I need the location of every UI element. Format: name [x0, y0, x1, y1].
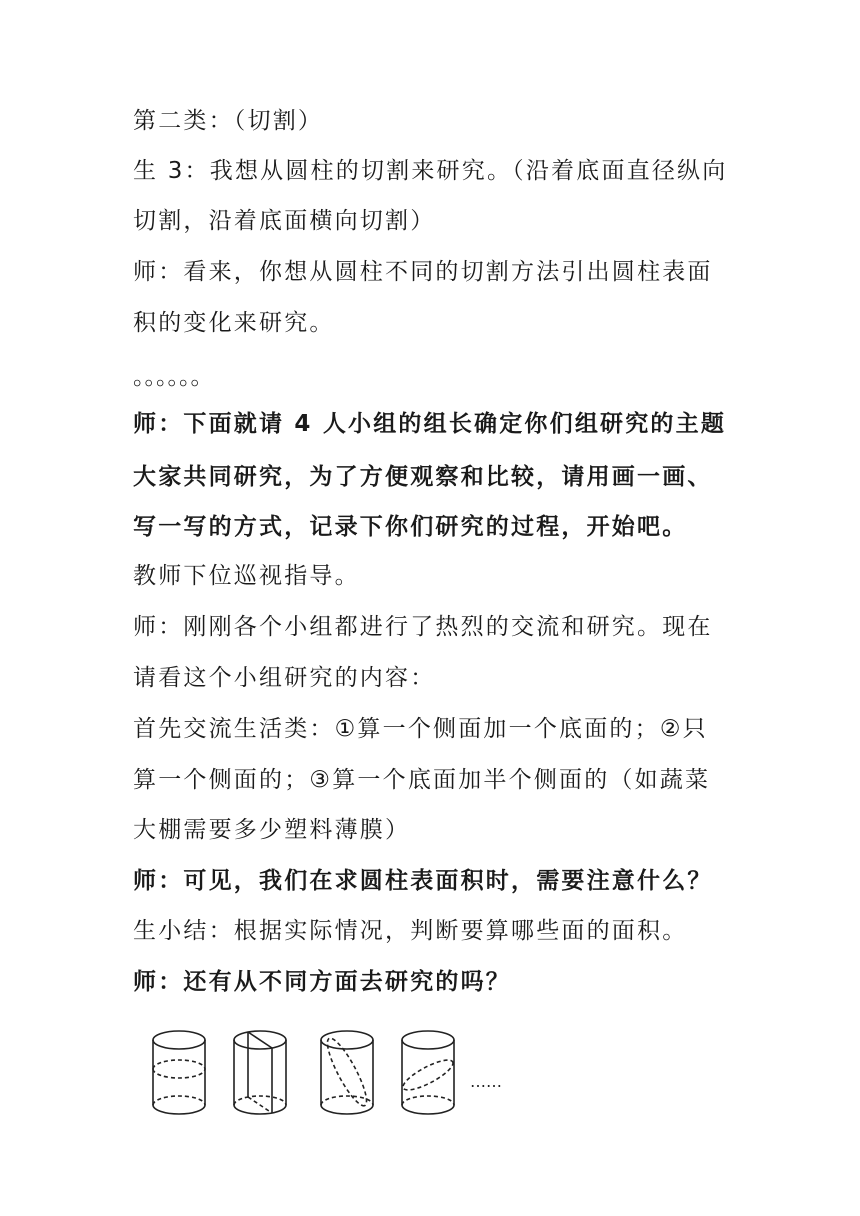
text-line-8: 大家共同研究，为了方便观察和比较，请用画一画、 — [133, 464, 713, 490]
text-line-11: 师：刚刚各个小组都进行了热烈的交流和研究。现在 — [133, 614, 713, 640]
text-line-16: 师：可见，我们在求圆柱表面积时，需要注意什么？ — [133, 868, 713, 894]
text-line-14: 算一个侧面的；③算一个底面加半个侧面的（如蔬菜 — [133, 767, 711, 793]
cylinder-horizontal-cut — [153, 1031, 205, 1114]
cylinder-vertical-cut — [234, 1031, 286, 1114]
text-line-12: 请看这个小组研究的内容： — [133, 665, 436, 691]
text-line-10: 教师下位巡视指导。 — [133, 563, 360, 589]
cylinder-oblique-partial-cut — [400, 1031, 457, 1114]
text-line-1: 第二类：（切割） — [133, 108, 324, 134]
text-line-13: 首先交流生活类：①算一个侧面加一个底面的；②只 — [133, 716, 708, 742]
text-line-5: 积的变化来研究。 — [133, 310, 335, 336]
ellipsis-line: 。。。。。。 — [133, 364, 214, 390]
text-line-4: 师：看来，你想从圆柱不同的切割方法引出圆柱表面 — [133, 259, 713, 285]
text-line-9: 写一写的方式，记录下你们研究的过程，开始吧。 — [133, 514, 688, 540]
text-line-7: 师：下面就请 4 人小组的组长确定你们组研究的主题 — [133, 411, 727, 437]
text-line-15: 大棚需要多少塑料薄膜） — [133, 817, 411, 843]
text-line-3: 切割，沿着底面横向切割） — [133, 208, 436, 234]
cylinder-figure — [140, 1025, 520, 1125]
cylinder-oblique-cut — [321, 1031, 373, 1114]
text-line-18: 师：还有从不同方面去研究的吗？ — [133, 969, 511, 995]
text-line-17: 生小结：根据实际情况，判断要算哪些面的面积。 — [133, 918, 688, 944]
text-line-2: 生 3：我想从圆柱的切割来研究。（沿着底面直径纵向 — [133, 158, 728, 184]
figure-ellipsis: …… — [470, 1072, 502, 1091]
